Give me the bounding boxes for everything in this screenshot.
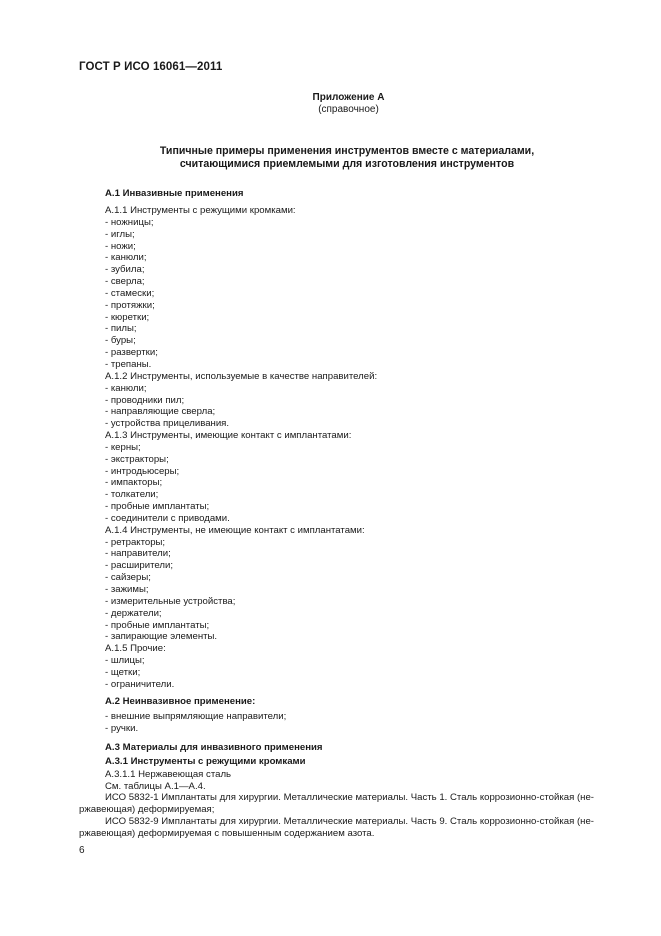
list-item: - сверла; <box>105 276 145 288</box>
list-item: - шлицы; <box>105 655 145 667</box>
list-item: - проводники пил; <box>105 394 185 406</box>
list-item: См. таблицы А.1—А.4. <box>105 780 206 792</box>
list-item: - зажимы; <box>105 584 149 595</box>
list-item: - иглы; <box>105 228 135 240</box>
appendix-label: Приложение А <box>312 92 385 103</box>
section-a2-heading: А.2 Неинвазивное применение: <box>105 696 256 707</box>
list-item: - соединители с приводами. <box>105 512 230 524</box>
list-item: - толкатели; <box>105 489 159 501</box>
document-header: ГОСТ Р ИСО 16061—2011 <box>79 61 223 73</box>
list-item: - ножи; <box>105 240 136 252</box>
list-item: - направители; <box>105 548 171 560</box>
list-item: - импакторы; <box>105 477 163 489</box>
standards-references <box>79 792 615 840</box>
section-a31-heading: А.3.1 Инструменты с режущими кромками <box>105 756 306 767</box>
title-line-2: считающимися приемлемыми для изготовления инструментов <box>179 158 515 170</box>
section-a1-heading: А.1 Инвазивные применения <box>105 188 244 199</box>
list-item: - держатели; <box>105 607 162 619</box>
appendix-title <box>100 145 594 171</box>
list-item: - расширители; <box>105 560 174 572</box>
list-item: - запирающие элементы. <box>105 631 218 643</box>
list-item: - щетки; <box>105 666 141 678</box>
reference-paragraph: ИСО 5832-9 Имплантаты для хирургии. Металлические материалы. Часть 9. Сталь коррозионно-стойкая (не-ржавеющая) деформируемая с повышенным содержанием азота. <box>79 815 594 839</box>
section-a2-list <box>105 711 286 735</box>
list-item: - ретракторы; <box>105 536 166 548</box>
list-item: - протяжки; <box>105 299 155 311</box>
list-item: - сайзеры; <box>105 572 151 584</box>
list-item: - направляющие сверла; <box>105 406 216 418</box>
list-item: - развертки; <box>105 347 158 359</box>
list-item: А.1.2 Инструменты, используемые в качестве направителей: <box>105 370 378 382</box>
reference-paragraph: ИСО 5832-1 Имплантаты для хирургии. Металлические материалы. Часть 1. Сталь коррозионно-стойкая (не-ржавеющая) деформируемая; <box>79 792 594 815</box>
list-item: - ручки. <box>105 722 139 734</box>
list-item: - внешние выпрямляющие направители; <box>105 711 287 722</box>
list-item: - экстракторы; <box>105 453 169 465</box>
list-item: - зубила; <box>105 264 145 276</box>
appendix-type: (справочное) <box>318 104 379 115</box>
list-item: - устройства прицеливания. <box>105 418 230 430</box>
section-a3-heading: А.3 Материалы для инвазивного применения <box>105 742 323 753</box>
list-item: - ограничители. <box>105 678 175 690</box>
section-a1-list <box>105 205 377 691</box>
list-item: - кюретки; <box>105 311 150 323</box>
list-item: - керны; <box>105 441 141 453</box>
list-item: - пробные имплантаты; <box>105 501 210 513</box>
list-item: - ножницы; <box>105 216 154 228</box>
section-a31-list <box>105 769 231 793</box>
page-number: 6 <box>79 845 85 856</box>
list-item: - буры; <box>105 335 136 347</box>
title-line-1: Типичные примеры применения инструментов вместе с материалами, <box>159 145 535 157</box>
list-item: А.1.5 Прочие: <box>105 643 166 655</box>
list-item: А.3.1.1 Нержавеющая сталь <box>105 769 232 780</box>
list-item: - канюли; <box>105 382 147 394</box>
list-item: - канюли; <box>105 252 147 264</box>
list-item: - измерительные устройства; <box>105 595 236 607</box>
list-item: А.1.1 Инструменты с режущими кромками: <box>105 205 296 216</box>
list-item: - стамески; <box>105 287 155 299</box>
list-item: А.1.3 Инструменты, имеющие контакт с имплантатами: <box>105 430 352 442</box>
list-item: А.1.4 Инструменты, не имеющие контакт с имплантатами: <box>105 524 365 536</box>
list-item: - интродьюсеры; <box>105 465 180 477</box>
list-item: - трепаны. <box>105 358 152 370</box>
list-item: - пробные имплантаты; <box>105 619 210 631</box>
list-item: - пилы; <box>105 323 137 335</box>
